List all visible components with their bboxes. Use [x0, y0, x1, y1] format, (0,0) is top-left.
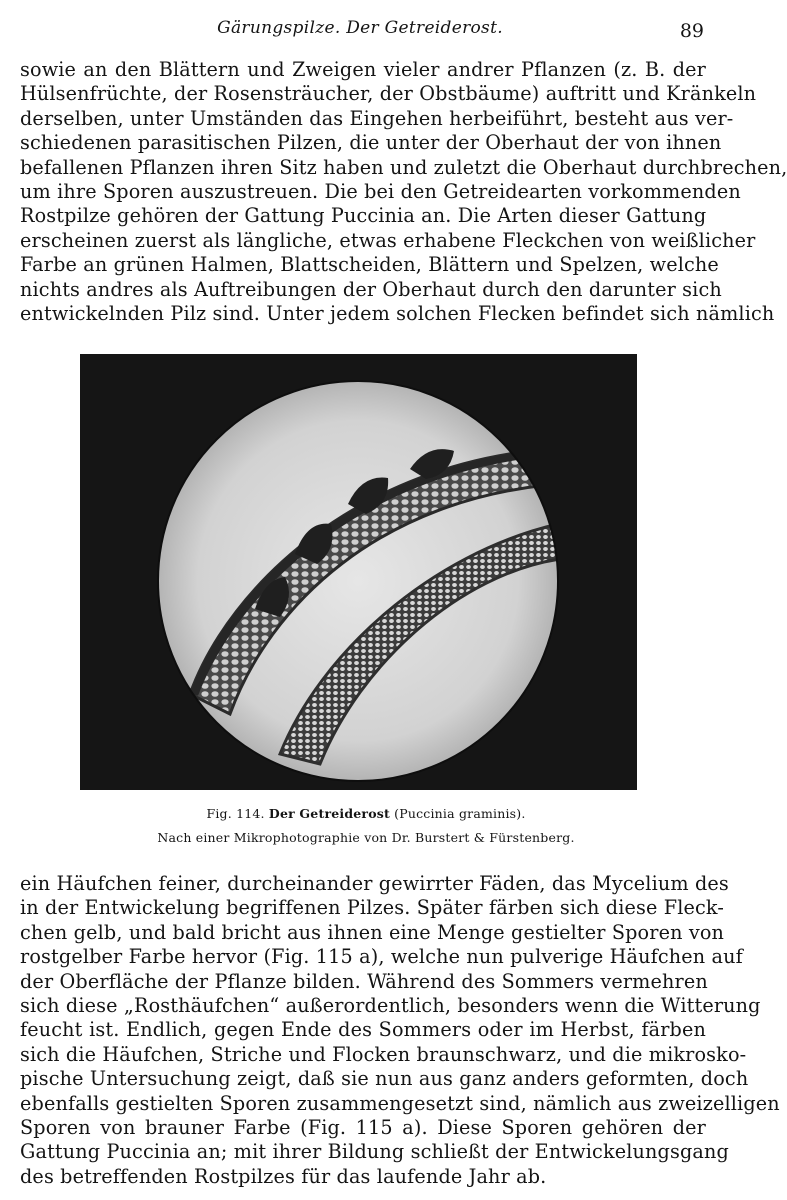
text-line: sowie an den Blättern und Zweigen vieler andrer Pflanzen (z. B. der: [20, 58, 706, 81]
page-number: 89: [679, 20, 704, 42]
text-line: um ihre Sporen auszustreuen. Die bei den Getreidearten vorkommenden: [20, 180, 741, 204]
text-line: befallenen Pflanzen ihren Sitz haben und zuletzt die Oberhaut durchbrechen,: [20, 155, 787, 179]
microscope-field: [158, 381, 558, 781]
caption-label: Fig. 114.: [206, 806, 265, 821]
text-line: des betreffenden Rostpilzes für das laufende Jahr ab.: [20, 1164, 547, 1188]
text-line: nichts andres als Auftreibungen der Oberhaut durch den darunter sich: [20, 277, 722, 301]
text-line: schiedenen parasitischen Pilzen, die unter der Oberhaut der von ihnen: [20, 131, 722, 155]
text-line: chen gelb, und bald bricht aus ihnen eine Menge gestielter Sporen von: [20, 920, 725, 944]
body-text-top: [20, 58, 787, 326]
text-line: sich diese „Rosthäufchen“ außerordentlich, besonders wenn die Witterung: [20, 994, 761, 1018]
caption-title: Der Getreiderost: [268, 806, 390, 821]
figure-credit: Nach einer Mikrophotographie von Dr. Burstert & Fürstenberg.: [157, 830, 575, 845]
text-line: erscheinen zuerst als längliche, etwas erhabene Fleckchen von weißlicher: [20, 228, 756, 252]
text-line: rostgelber Farbe hervor (Fig. 115 a), welche nun pulverige Häufchen auf: [20, 945, 743, 969]
text-line: in der Entwickelung begriffenen Pilzes. Später färben sich diese Fleck-: [20, 896, 724, 920]
text-line: ebenfalls gestielten Sporen zusammengesetzt sind, nämlich aus zweizelligen: [20, 1091, 780, 1115]
micrograph-figure: [80, 354, 637, 790]
text-line: der Oberfläche der Pflanze bilden. Während des Sommers vermehren: [20, 969, 708, 993]
text-line: Gattung Puccinia an; mit ihrer Bildung schließt der Entwickelungsgang: [20, 1140, 729, 1164]
micrograph-image: [80, 354, 637, 790]
text-line: Rostpilze gehören der Gattung Puccinia an. Die Arten dieser Gattung: [20, 204, 707, 228]
text-line: Sporen von brauner Farbe (Fig. 115 a). Diese Sporen gehören der: [20, 1116, 706, 1140]
text-line: sich die Häufchen, Striche und Flocken braunschwarz, und die mikrosko-: [20, 1042, 747, 1066]
text-line: ein Häufchen feiner, durcheinander gewirrter Fäden, das Mycelium des: [20, 872, 729, 895]
running-head: Gärungspilze. Der Getreiderost.: [217, 18, 503, 38]
figure-caption: [0, 806, 732, 821]
text-line: Farbe an grünen Halmen, Blattscheiden, Blättern und Spelzen, welche: [20, 253, 719, 277]
text-line: derselben, unter Umständen das Eingehen herbeiführt, besteht aus ver-: [20, 106, 734, 130]
body-text-bottom: [20, 872, 780, 1189]
text-line: feucht ist. Endlich, gegen Ende des Sommers oder im Herbst, färben: [20, 1018, 706, 1042]
text-line: Hülsenfrüchte, der Rosensträucher, der Obstbäume) auftritt und Kränkeln: [20, 82, 757, 106]
page-header: [0, 18, 732, 46]
text-line: entwickelnden Pilz sind. Unter jedem solchen Flecken befindet sich nämlich: [20, 302, 775, 326]
text-line: pische Untersuchung zeigt, daß sie nun aus ganz anders geformten, doch: [20, 1067, 749, 1091]
caption-latin: (Puccinia graminis).: [394, 806, 526, 821]
